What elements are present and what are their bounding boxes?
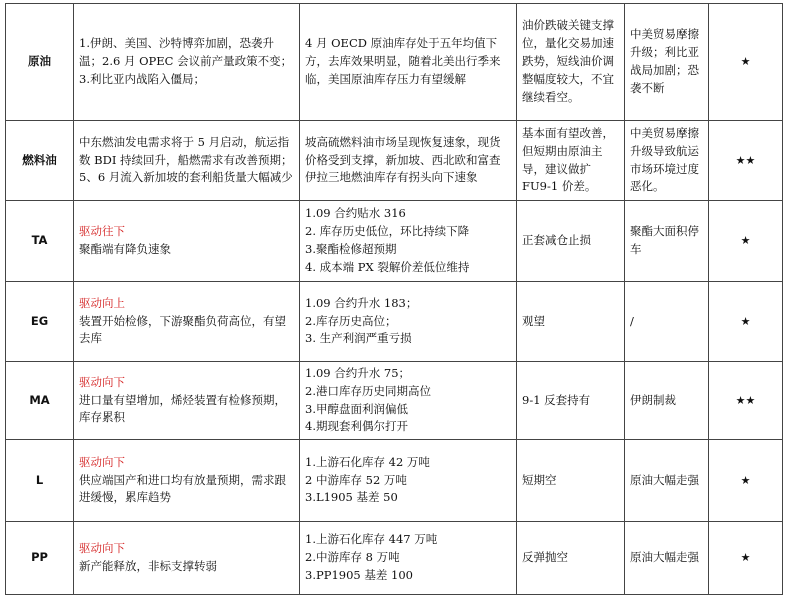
key-point-item: 2.中游库存 8 万吨 — [305, 550, 400, 565]
key-point-item: 2 中游库存 52 万吨 — [305, 472, 407, 487]
rating-stars: ★ — [709, 201, 783, 282]
key-points — [305, 134, 511, 187]
strategy-cell: 基本面有望改善，但短期由原油主导，建议做扩 FU9-1 价差。 — [517, 121, 625, 201]
key-points — [305, 295, 511, 348]
risk-cell: 中美贸易摩擦升级导致航运市场环境过度恶化。 — [625, 121, 709, 201]
background-text: 中东燃油发电需求将于 5 月启动，航运指数 BDI 持续回升，船燃需求有改善预期；5、6 月流入新加坡的套利船货量大幅减少 — [79, 134, 293, 185]
commodity-name: 燃料油 — [6, 121, 74, 201]
rating-stars: ★ — [709, 522, 783, 595]
background-cell — [74, 201, 300, 282]
commodity-name: L — [6, 440, 74, 522]
commodity-name: 原油 — [6, 4, 74, 121]
rating-stars: ★★ — [709, 362, 783, 440]
rating-stars: ★★ — [709, 121, 783, 201]
commodity-table — [5, 3, 783, 595]
key-point-item: 3.PP1905 基差 100 — [305, 567, 413, 582]
key-points — [305, 454, 511, 507]
background-cell — [74, 121, 300, 201]
table-row — [6, 121, 783, 201]
key-point-item: 1.09 合约贴水 316 — [305, 206, 406, 221]
key-point-item: 3. 生产利润严重亏损 — [305, 331, 412, 346]
commodity-name: PP — [6, 522, 74, 595]
rating-stars: ★ — [709, 282, 783, 362]
key-point-item: 2. 库存历史低位，环比持续下降 — [305, 224, 470, 239]
driver-label: 驱动向下 — [79, 374, 125, 389]
risk-cell: 伊朗制裁 — [625, 362, 709, 440]
strategy-cell: 反弹抛空 — [517, 522, 625, 595]
table-body — [6, 4, 783, 595]
driver-label: 驱动向上 — [79, 295, 125, 310]
key-points-cell — [300, 282, 517, 362]
key-points-cell — [300, 362, 517, 440]
background-cell — [74, 522, 300, 595]
risk-cell: 原油大幅走强 — [625, 440, 709, 522]
strategy-cell: 观望 — [517, 282, 625, 362]
strategy-cell: 短期空 — [517, 440, 625, 522]
background-cell — [74, 4, 300, 121]
background-text: 1.伊朗、美国、沙特博弈加剧，恐袭升温；2.6 月 OPEC 会议前产量政策不变；3.利比亚内战陷入僵局； — [79, 36, 293, 86]
key-points-cell — [300, 201, 517, 282]
commodity-name: MA — [6, 362, 74, 440]
key-points — [305, 365, 511, 436]
key-point-item: 4 月 OECD 原油库存处于五年均值下方，去库效果明显，随着北美出行季来临，美国原油库存压力有望缓解 — [305, 36, 501, 86]
risk-cell: / — [625, 282, 709, 362]
background-text: 新产能释放，非标支撑转弱 — [79, 559, 217, 573]
strategy-cell: 油价跌破关键支撑位，量化交易加速跌势，短线油价调整幅度较大，不宜继续看空。 — [517, 4, 625, 121]
key-points — [305, 531, 511, 584]
key-point-item: 1.09 合约升水 183； — [305, 295, 418, 310]
key-point-item: 3.L1905 基差 50 — [305, 490, 398, 505]
key-point-item: 2.库存历史高位； — [305, 313, 397, 328]
commodity-name: EG — [6, 282, 74, 362]
driver-label: 驱动向下 — [79, 454, 125, 469]
table-row — [6, 440, 783, 522]
key-point-item: 3.聚酯检修超预期 — [305, 242, 397, 256]
strategy-cell: 正套减仓止损 — [517, 201, 625, 282]
key-points-cell — [300, 121, 517, 201]
risk-cell: 中美贸易摩擦升级；利比亚战局加剧；恐袭不断 — [625, 4, 709, 121]
commodity-name: TA — [6, 201, 74, 282]
key-point-item: 1.09 合约升水 75； — [305, 365, 411, 380]
table-row — [6, 522, 783, 595]
key-point-item: 4.期现套利偶尔打开 — [305, 419, 408, 434]
background-cell — [74, 440, 300, 522]
background-cell — [74, 362, 300, 440]
key-point-item: 坡高硫燃料油市场呈现恢复速象，现货价格受到支撑，新加坡、西北欧和富查伊拉三地燃油库存有拐头向下速象 — [305, 134, 501, 185]
key-points — [305, 35, 511, 88]
key-point-item: 1.上游石化库存 42 万吨 — [305, 454, 430, 469]
table-row — [6, 362, 783, 440]
driver-label: 驱动向下 — [79, 541, 125, 556]
table-row — [6, 201, 783, 282]
key-points-cell — [300, 522, 517, 595]
background-text: 聚酯端有降负速象 — [79, 242, 171, 256]
key-point-item: 4. 成本端 PX 裂解价差低位维持 — [305, 259, 470, 274]
background-cell — [74, 282, 300, 362]
background-text: 进口量有望增加，烯烃装置有检修预期，库存累积 — [79, 392, 286, 425]
key-points — [305, 205, 511, 276]
key-points-cell — [300, 440, 517, 522]
risk-cell: 聚酯大面积停车 — [625, 201, 709, 282]
table-row — [6, 282, 783, 362]
key-point-item: 1.上游石化库存 447 万吨 — [305, 532, 438, 547]
strategy-cell: 9-1 反套持有 — [517, 362, 625, 440]
key-points-cell — [300, 4, 517, 121]
background-text: 装置开始检修，下游聚酯负荷高位，有望去库 — [79, 313, 286, 346]
table-row — [6, 4, 783, 121]
key-point-item: 3.甲醇盘面利润偏低 — [305, 401, 408, 416]
key-point-item: 2.港口库存历史同期高位 — [305, 383, 431, 398]
background-text: 供应端国产和进口均有放量预期，需求跟进缓慢，累库趋势 — [79, 472, 286, 505]
rating-stars: ★ — [709, 4, 783, 121]
risk-cell: 原油大幅走强 — [625, 522, 709, 595]
rating-stars: ★ — [709, 440, 783, 522]
driver-label: 驱动往下 — [79, 224, 125, 239]
